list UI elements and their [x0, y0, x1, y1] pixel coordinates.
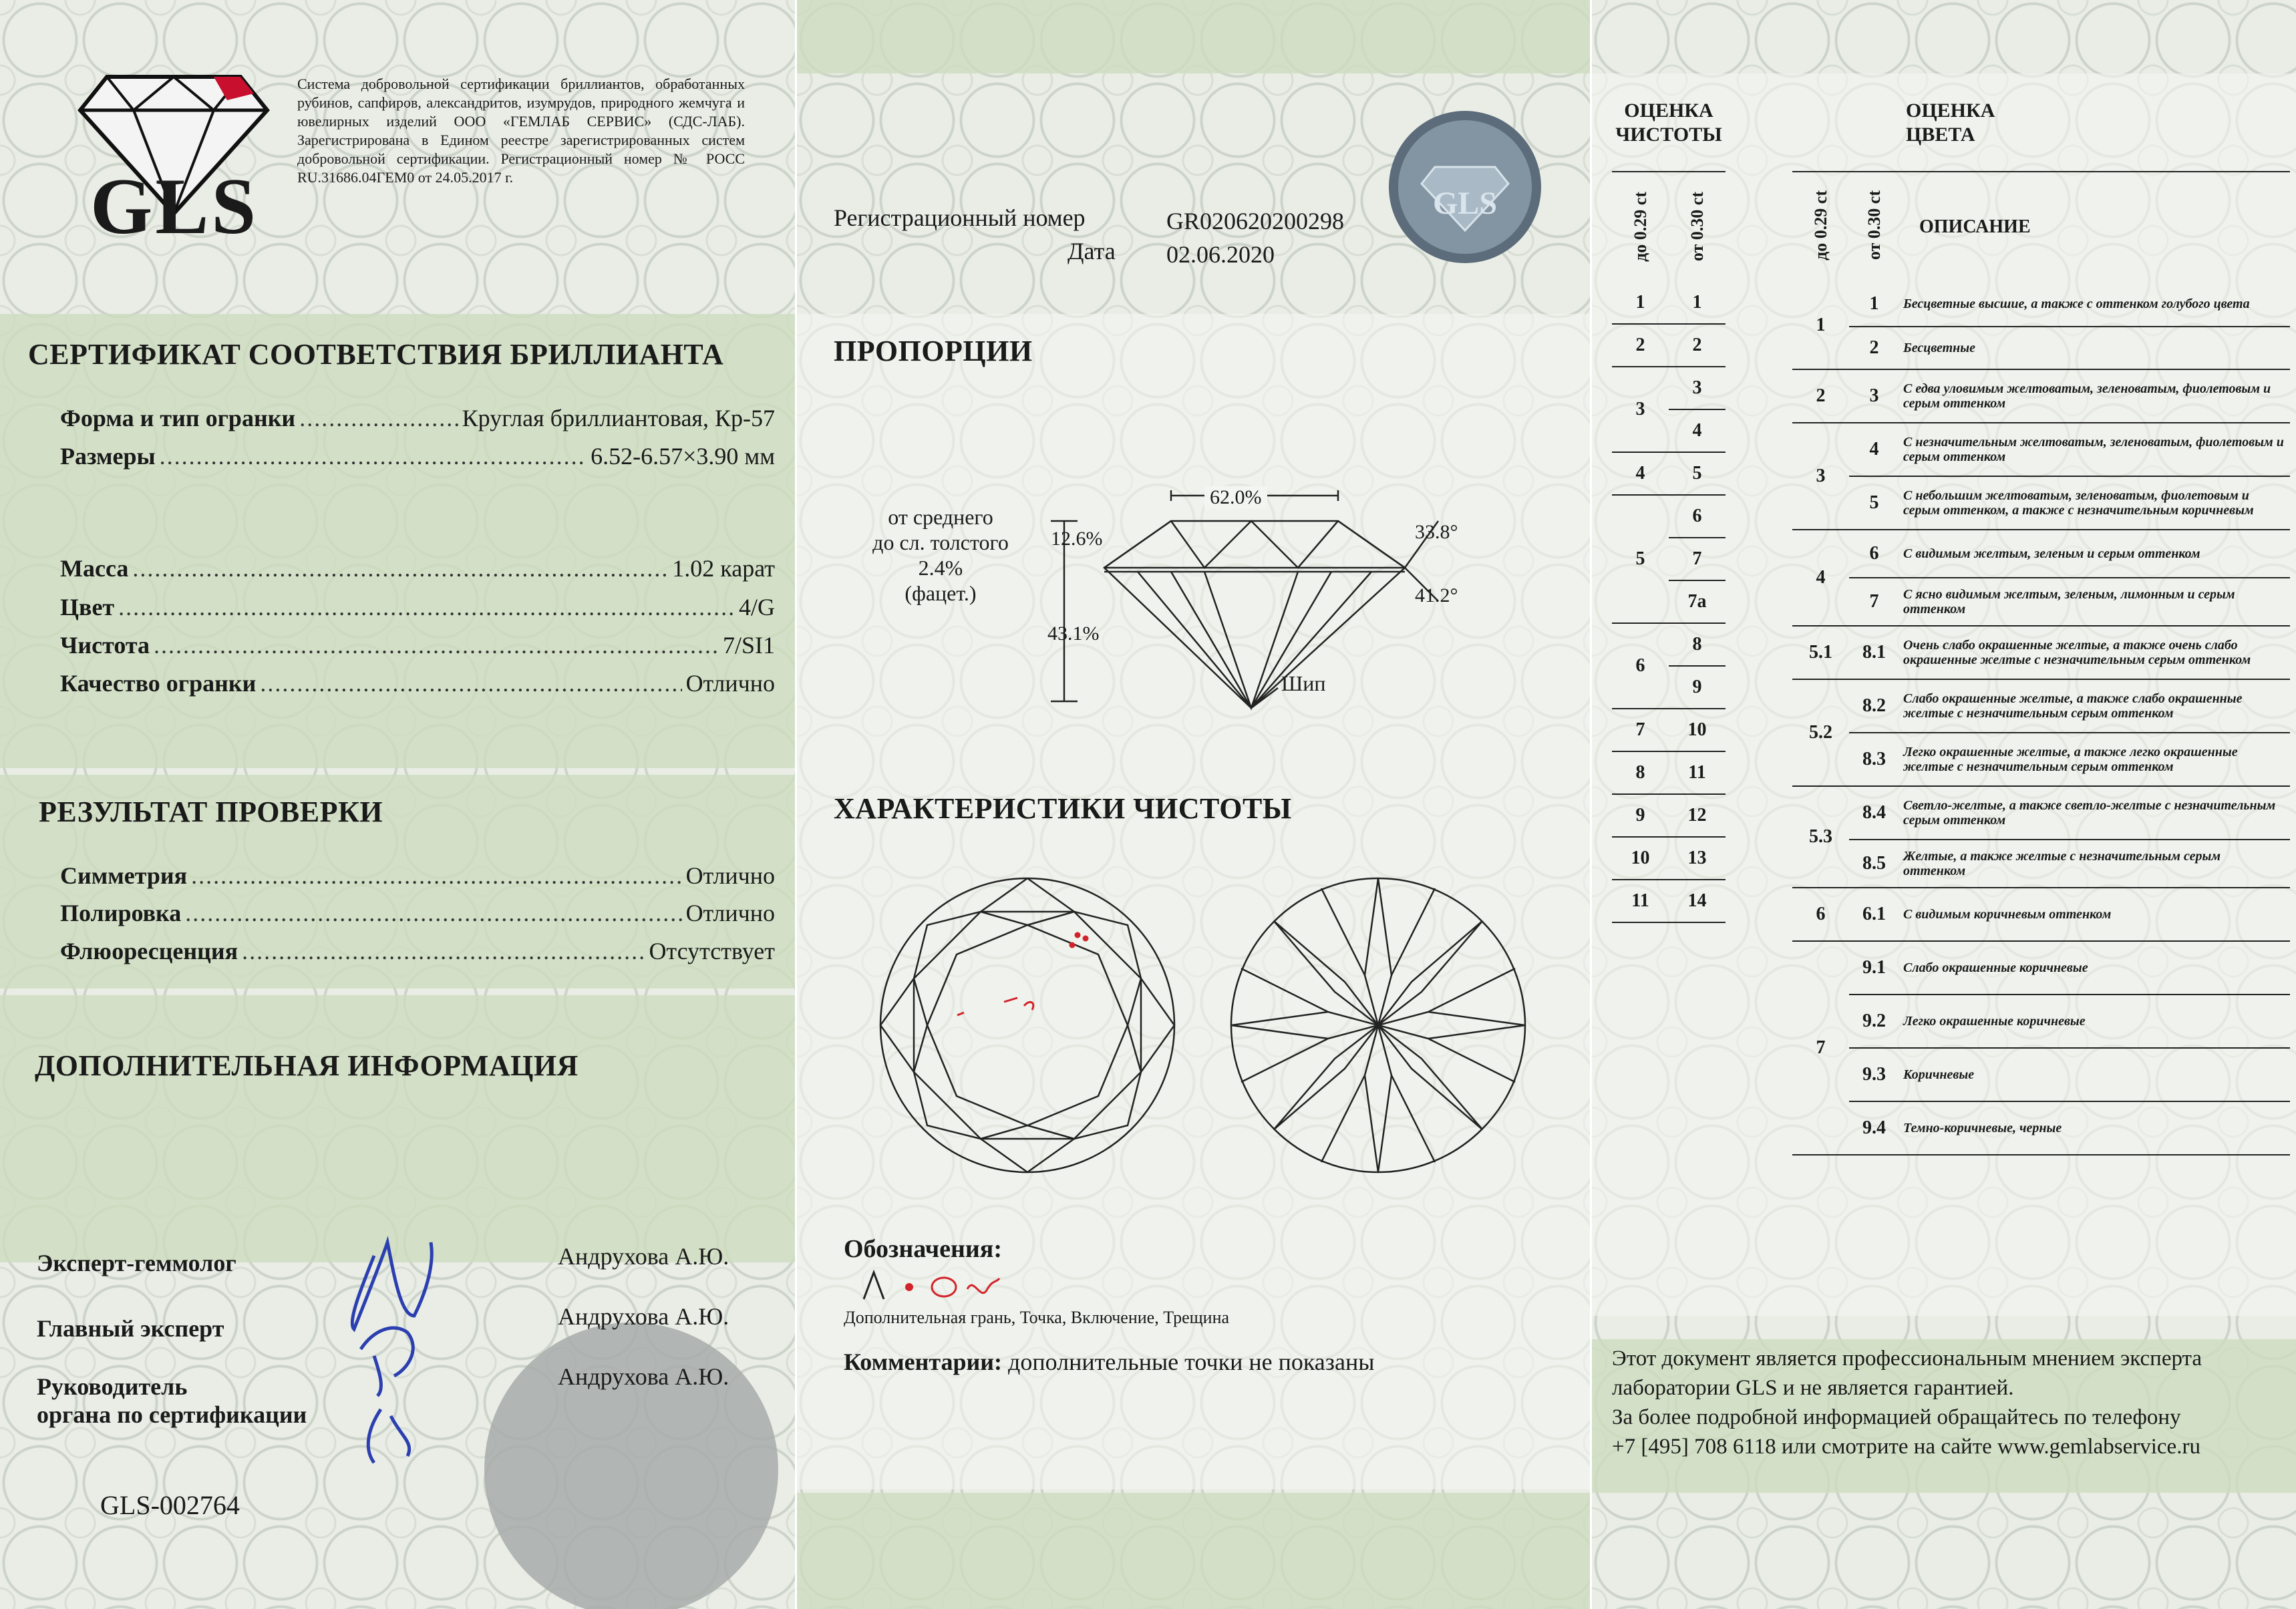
color-scale-row: 8.5 Желтые, а также желтые с незначительным серым оттенком	[1792, 840, 2290, 888]
color-scale-row: 5.3 8.4 Светло-желтые, а также светло-желтые с незначительным серым оттенком	[1792, 786, 2290, 840]
chief-name: Андрухова А.Ю.	[558, 1303, 729, 1330]
expert-name: Андрухова А.Ю.	[558, 1243, 729, 1270]
clarity-scale-row: 7	[1612, 538, 1726, 580]
proportions-title: ПРОПОРЦИИ	[834, 335, 1033, 367]
color-scale-row: 2 Бесцветные	[1792, 327, 2290, 369]
color-scale-row: 7 9.1 Слабо окрашенные коричневые	[1792, 941, 2290, 995]
clarity-scale-row: 11 14	[1612, 880, 1726, 922]
mass-label: Масса	[60, 555, 129, 582]
top-band	[797, 0, 1590, 73]
polish-row	[60, 899, 775, 927]
color-scale-row: 4 6 С видимым желтым, зеленым и серым оттенком	[1792, 530, 2290, 578]
shape-label: Форма и тип огранки	[60, 405, 296, 431]
color-scale-row: 8.3 Легко окрашенные желтые, а также легко окрашенные желтые с незначительным серым оттенком	[1792, 733, 2290, 786]
color-scale-table	[1792, 281, 2290, 1155]
table-value: 62.0%	[1204, 486, 1267, 509]
fluor-label: Флюоресценция	[60, 938, 238, 964]
system-intro: Система добровольной сертификации бриллиантов, обработанных рубинов, сапфиров, александритов, изумрудов, природного жемчуга и ювелирных изделий ООО «ГЕМЛАБ СЕРВИС» (СДС-ЛАБ). Зарегистрирована в Едином реестре зарегистрированных систем добровольной сертификации. Регистрационный номер № РОСС RU.31686.04ГЕМ0 от 24.05.2017 г.	[297, 75, 745, 186]
color-scale-row: 5.2 8.2 Слабо окрашенные желтые, а также слабо окрашенные желтые с незначительным серым оттенком	[1792, 679, 2290, 733]
color-value: 4/G	[739, 594, 775, 620]
clarity-scale-row: 4 5	[1612, 452, 1726, 495]
color-row	[60, 593, 775, 621]
clarity-scale-row: 6 8	[1612, 623, 1726, 666]
chief-label: Главный эксперт	[37, 1315, 224, 1342]
crown-height-value: 12.6%	[1051, 528, 1103, 550]
result-title: РЕЗУЛЬТАТ ПРОВЕРКИ	[39, 795, 383, 828]
comments-value: дополнительные точки не показаны	[1008, 1349, 1375, 1375]
mass-value: 1.02 карат	[672, 555, 775, 582]
svg-text:GLS: GLS	[1432, 186, 1498, 221]
proportions-diagram	[1051, 481, 1452, 721]
size-value: 6.52-6.57×3.90 мм	[591, 443, 775, 470]
clarity-row	[60, 631, 775, 659]
clarity-scale-row: 4	[1612, 409, 1726, 452]
clarity-scale-row: 10 13	[1612, 837, 1726, 880]
color-scale-row: 6 6.1 С видимым коричневым оттенком	[1792, 888, 2290, 941]
clarity-scale-row: 2 2	[1612, 324, 1726, 367]
comments-row	[844, 1348, 1374, 1376]
reg-value: GR020620200298	[1166, 208, 1345, 234]
color-scale-row: 1 1 Бесцветные высшие, а также с оттенком голубого цвета	[1792, 281, 2290, 327]
color-label: Цвет	[60, 594, 115, 620]
symmetry-value: Отлично	[685, 862, 775, 889]
polish-label: Полировка	[60, 900, 182, 926]
head-name: Андрухова А.Ю.	[558, 1363, 729, 1390]
size-row	[60, 442, 775, 470]
culet-value: Шип	[1281, 671, 1326, 695]
clarity-scale-table	[1612, 281, 1726, 923]
size-label: Размеры	[60, 443, 156, 470]
cut-row	[60, 669, 775, 697]
logo-text: GLS	[90, 162, 259, 250]
girdle-info: от среднего до сл. толстого 2.4% (фацет.)	[872, 505, 1009, 605]
clarity-value: 7/SI1	[722, 632, 775, 659]
clarity-scale-header: до 0.29 ct от 0.30 ct	[1612, 171, 1726, 281]
symmetry-row	[60, 862, 775, 890]
middle-panel	[795, 0, 1590, 1609]
polish-value: Отлично	[685, 900, 775, 926]
reg-label: Регистрационный номер	[834, 204, 1086, 231]
certificate-title: СЕРТИФИКАТ СООТВЕТСТВИЯ БРИЛЛИАНТА	[28, 338, 724, 371]
pavilion-angle-value: 41.2°	[1415, 584, 1458, 606]
color-scale-title: ОЦЕНКА ЦВЕТА	[1906, 100, 1995, 146]
hologram-seal-icon	[1385, 107, 1545, 267]
date-value: 02.06.2020	[1166, 241, 1275, 268]
clarity-scale-row: 3 3	[1612, 367, 1726, 409]
expert-label: Эксперт-геммолог	[37, 1250, 236, 1276]
color-scale-row: 9.4 Темно-коричневые, черные	[1792, 1101, 2290, 1155]
clarity-scale-row: 9 12	[1612, 794, 1726, 837]
clarity-scale-row: 7 10	[1612, 709, 1726, 751]
crown-angle-value: 33.8°	[1415, 521, 1458, 543]
symmetry-label: Симметрия	[60, 862, 188, 889]
pavilion-plot-diagram	[1228, 875, 1528, 1176]
clarity-label: Чистота	[60, 632, 150, 659]
cut-value: Отлично	[685, 670, 775, 697]
legend-symbols-icon	[857, 1266, 1017, 1306]
crown-plot-diagram	[877, 875, 1178, 1176]
handwritten-signature-icon	[334, 1216, 454, 1469]
fluor-value: Отсутствует	[649, 938, 775, 964]
color-scale-row: 3 4 С незначительным желтоватым, зеленоватым, фиолетовым и серым оттенком	[1792, 423, 2290, 476]
color-scale-header: до 0.29 ct от 0.30 ct ОПИСАНИЕ	[1792, 171, 2290, 281]
disclaimer: Этот документ является профессиональным мнением эксперта лаборатории GLS и не является гарантией. За более подробной информацией обращайтесь по телефону +7 [495] 708 6118 или смотрите на сайте www.gemlabservice.ru	[1612, 1347, 2202, 1459]
certificate-number: GLS-002764	[100, 1490, 240, 1520]
clarity-scale-title: ОЦЕНКА ЧИСТОТЫ	[1615, 100, 1722, 146]
clarity-scale-row: 5 6	[1612, 495, 1726, 538]
legend-text: Дополнительная грань, Точка, Включение, Трещина	[844, 1308, 1230, 1327]
pavilion-depth-value: 43.1%	[1047, 622, 1100, 645]
color-scale-row: 5 С небольшим желтоватым, зеленоватым, фиолетовым и серым оттенком, а также с незначительным коричневым	[1792, 476, 2290, 530]
clarity-scale-row: 9	[1612, 666, 1726, 709]
head-label: Руководитель органа по сертификации	[37, 1373, 307, 1428]
mass-row	[60, 554, 775, 582]
shape-value: Круглая бриллиантовая, Кр-57	[462, 405, 775, 431]
clarity-scale-row: 8 11	[1612, 751, 1726, 794]
legend-title: Обозначения:	[844, 1235, 1002, 1263]
fluor-row	[60, 937, 775, 965]
date-label: Дата	[1068, 238, 1116, 264]
color-scale-row: 5.1 8.1 Очень слабо окрашенные желтые, а также очень слабо окрашенные желтые с незначительным серым оттенком	[1792, 626, 2290, 679]
color-scale-row: 9.2 Легко окрашенные коричневые	[1792, 995, 2290, 1048]
comments-label: Комментарии:	[844, 1349, 1003, 1375]
clarity-scale-row: 7a	[1612, 580, 1726, 623]
clarity-scale-row: 1 1	[1612, 281, 1726, 324]
color-scale-row: 7 С ясно видимым желтым, зеленым, лимонным и серым оттенком	[1792, 578, 2290, 626]
certificate-band	[0, 314, 795, 768]
color-scale-row: 2 3 С едва уловимым желтоватым, зеленоватым, фиолетовым и серым оттенком	[1792, 369, 2290, 423]
clarity-chars-title: ХАРАКТЕРИСТИКИ ЧИСТОТЫ	[834, 792, 1292, 825]
left-panel	[0, 0, 795, 1609]
extra-title: ДОПОЛНИТЕЛЬНАЯ ИНФОРМАЦИЯ	[35, 1049, 579, 1082]
cut-label: Качество огранки	[60, 670, 257, 697]
color-scale-row: 9.3 Коричневые	[1792, 1048, 2290, 1101]
right-panel	[1590, 0, 2296, 1609]
bottom-band	[797, 1493, 1590, 1609]
shape-row	[60, 404, 775, 432]
